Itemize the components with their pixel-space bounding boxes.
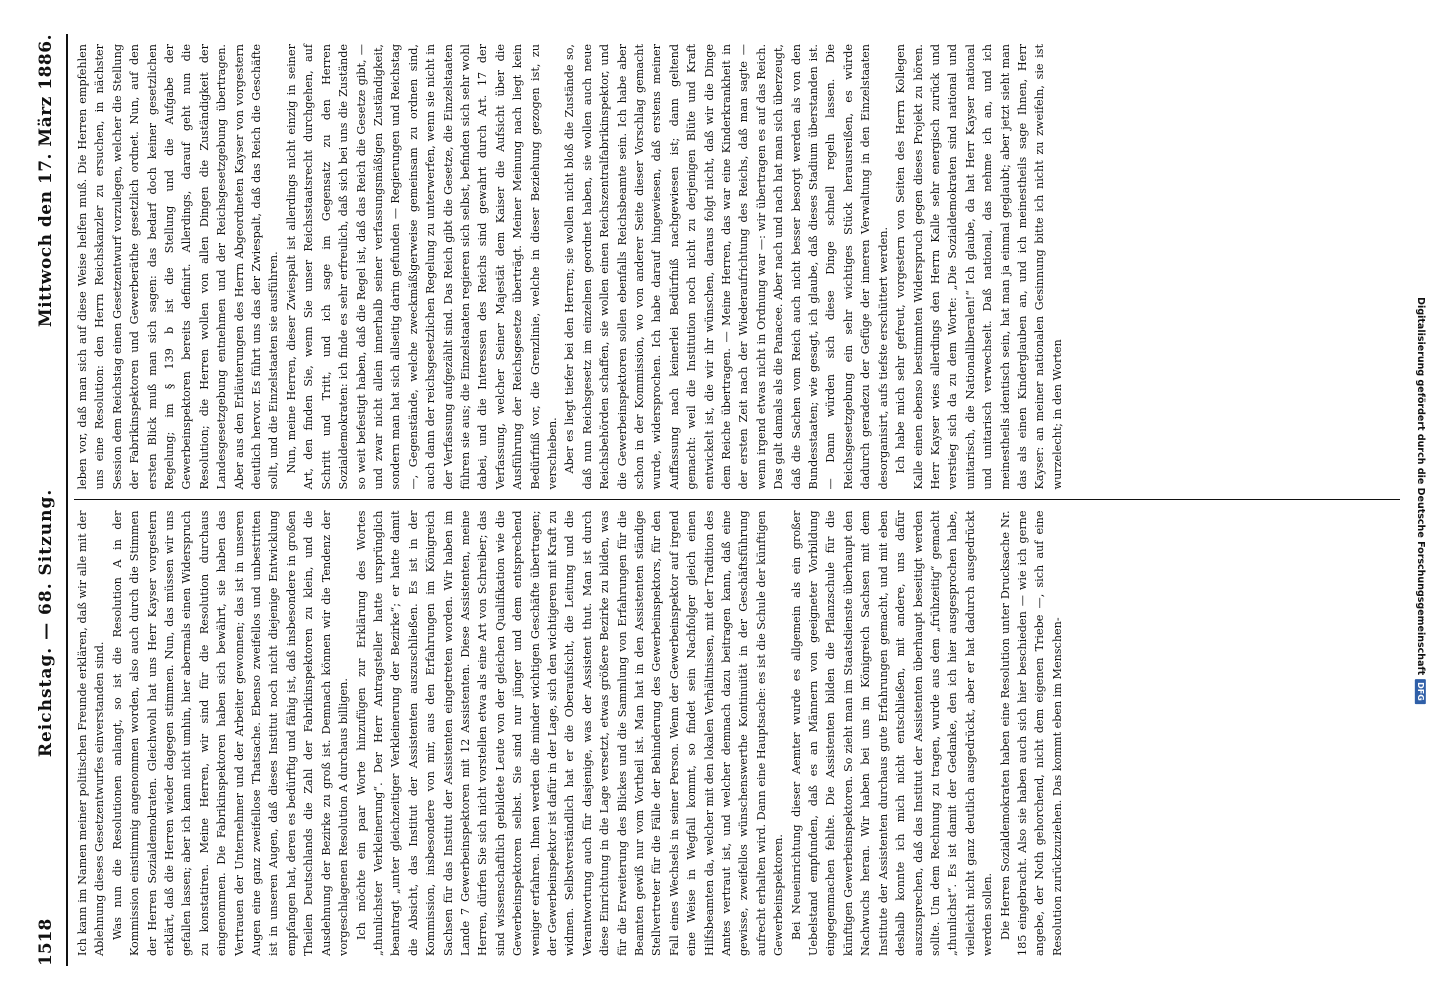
dfg-logo-icon: DFG — [1415, 679, 1426, 704]
paragraph: Bei Neueinrichtung dieser Aemter wurde es allgemein als ein großer Uebelstand empfunden, daß es an Männern von geeigneter Vorbildung eingegenmachen fehlte. Die Assistenten bilden die Pflanzschule für die künftigen Gewerbeinspektoren. So zieht man im Staatsdienste überhaupt den Nachwuchs heran. Wir haben bei uns im Königreich Sachsen mit dem Institute der Assistenten durchaus gute Erfahrungen gemacht, und mit eben deshalb konnte ich mich nicht entschließen, mit andere, uns dafür auszusprechen, daß das Institut der Assistenten überhaupt beseitigt werden sollte. Um dem Rechnung zu tragen, wurde aus dem „frühzeitig“ gemacht „thunlichst“. Es ist damit der Gedanke, den ich hier ausgesprochen habe, vielleicht nicht ganz deutlich ausgedrückt, aber er hat dadurch ausgedrückt werden sollen. — [789, 510, 995, 956]
paragraph: Ich habe mich sehr gefreut, vorgestern von Seiten des Herrn Kollegen Kalle einen ebenso bestimmten Widerspruch gegen dieses Projekt zu hören. Herr Kayser wies allerdings den Herrn Kalle sehr energisch zurück und verstieg sich da zu dem Worte: „Die Sozialdemokraten sind national und unitarisch, die Nationalliberalen!“ Ich glaube, da hat Herr Kayser national und unitarisch verwechselt. Daß national, das nehme ich an, und ich meinestheils identisch sein, hat man ja einmal geglaubt; aber jetzt sieht man das als einen Kinderglauben an, und ich meinestheils sage Ihnen, Herr Kayser: an meiner nationalen Gesinnung bitte ich nicht zu zweifeln, sie ist wurzelecht; in den Worten — [894, 44, 1064, 490]
paragraph: Was nun die Resolutionen anlangt, so ist die Resolution A in der Kommission einstimmig angenommen worden, also auch durch die Stimmen der Herren Sozialdemokraten. Gleichwohl hat uns Herr Kayser vorgestern erklärt, daß die Herren wieder dagegen stimmen. Nun, das müssen wir uns gefallen lassen; aber ich kann nicht umhin, hier abermals einen Widerspruch zu konstatiren. Meine Herren, wir sind für die Resolution durchaus eingenommen. Die Fabrikinspektoren haben sich bewährt, sie haben das Vertrauen der Unternehmer und der Arbeiter gewonnen; das ist in unseren Augen eine ganz zweifellose Thatsache. Ebenso zweifellos und unbestritten ist in unseren Augen, daß dieses Institut noch nicht diejenige Entwicklung empfangen hat, deren es bedürftig und fähig ist, daß insbesondere in großen Theilen Deutschlands die Zahl der Fabrikinspektoren zu klein, und die Ausdehnung der Bezirke zu groß ist. Demnach können wir die Tendenz der vorgeschlagenen Resolution A durchaus billigen. — [110, 510, 351, 956]
digitization-note-text: Digitalisierung gefördert durch die Deutsche Forschungsgemeinschaft — [1414, 296, 1426, 675]
paragraph: Die Herren Sozialdemokraten haben eine Resolution unter Drucksache Nr. 185 eingebracht. Also sie haben auch sich hier beschieden — wie ich gerne angebe, der Noth gehorchend, nicht dem eigenen Triebe —, sich auf eine Resolution zurückzuziehen. Das kommt eben im Menschen- — [998, 510, 1064, 956]
column-divider — [74, 500, 1400, 501]
column-right — [74, 34, 1400, 500]
paragraph: Ich kann im Namen meiner politischen Freunde erklären, daß wir alle mit der Ablehnung dieses Gesetzentwurfes einverstanden sind. — [76, 510, 107, 956]
column-left — [74, 501, 1400, 967]
page-header — [26, 34, 68, 966]
paragraph: Ich möchte ein paar Worte hinzufügen zur Erklärung des Wortes „thunlichster Verkleinerung“. Der Herr Antragsteller hatte ursprünglich beantragt „unter gleichzeitiger Verkleinerung der Bezirke“; er hatte damit die Absicht, das Institut der Assistenten auszuschließen. Es ist in der Kommission, insbesondere von mir, aus den Erfahrungen im Königreich Sachsen für das Institut der Assistenten eingetreten worden. Wir haben im Lande 7 Gewerbeinspektoren mit 12 Assistenten. Diese Assistenten, meine Herren, dürfen Sie sich nicht vorstellen etwa als eine Art von Schreiber; das sind wissenschaftlich gebildete Leute von der gleichen Qualifikation wie die Gewerbeinspektoren selbst. Sie sind nur jünger und dem entsprechend weniger erfahren. Ihnen werden die minder wichtigen Geschäfte übertragen; der Gewerbeinspektor ist dafür in der Lage, sich den wichtigeren mit Kraft zu widmen. Selbstverständlich hat er die Oberaufsicht, die Leitung und die Verantwortung auch für dasjenige, was der Assistent thut. Man ist durch diese Einrichtung in die Lage versetzt, etwas größere Bezirke zu bilden, was für die Erweiterung des Blickes und die Sammlung von Erfahrungen für die Beamten gewiß nur vom Vortheil ist. Man hat in den Assistenten ständige Stellvertreter für die Fälle der Behinderung des Gewerbeinspektors, für den Fall eines Wechsels in seiner Person. Wenn der Gewerbeinspektor auf irgend eine Weise in Wegfall kommt, so findet sein Nachfolger gleich einen Hilfsbeamten da, welcher mit den lokalen Verhältnissen, mit der Tradition des Amtes vertraut ist, und welcher demnach dazu beitragen kann, daß eine gewisse, zweifellos wünschenswerthe Kontinuität in der Geschäftsführung aufrecht erhalten wird. Dann eine Hauptsache: es ist die Schule der künftigen Gewerbeinspektoren. — [354, 510, 786, 956]
paragraph: leben vor, daß man sich auf diese Weise helfen muß. Die Herren empfehlen uns eine Resolution: den Herrn Reichskanzler zu ersuchen, in nächster Session dem Reichstag einen Gesetzentwurf vorzulegen, welcher die Stellung der Fabrikinspektoren und Gewerberäthe gesetzlich ordnet. Nun, auf den ersten Blick muß man sich sagen: das bedarf doch keiner gesetzlichen Regelung; im § 139 b ist die Stellung und die Aufgabe der Gewerbeinspektoren bereits definirt. Allerdings, darauf geht nun die Resolution; die Herren wollen von allen Dingen die Zuständigkeit der Landesgesetzgebung entnehmen und der Reichsgesetzgebung übertragen. Aber aus den Erläuterungen des Herrn Abgeordneten Kayser von vorgestern deutlich hervor. Es führt uns das der Zwiespalt, daß das Reich die Geschäfte sollt, und die Einzelstaaten sie ausführen. — [76, 44, 281, 490]
paragraph: Nun, meine Herren, dieser Zwiespalt ist allerdings nicht einzig in seiner Art, den finden Sie, wenn Sie unser Reichsstaatsrecht durchgehen, auf Schritt und Tritt, und ich sage im Gegensatz zu den Herren Sozialdemokraten: ich finde es sehr erfreulich, daß sich bei uns die Zustände so weit befestigt haben, daß die Regel ist, daß das Reich die Gesetze gibt, — und zwar nicht allein innerhalb seiner verfassungsmäßigen Zuständigkeit, sondern man hat sich allseitig darin gefunden — Regierungen und Reichstag —, Gegenstände, welche zweckmäßigerweise gemeinsam zu ordnen sind, auch dann der reichsgesetzlichen Regelung zu unterwerfen, wenn sie nicht in der Verfassung aufgezählt sind. Das Reich gibt die Gesetze, die Einzelstaaten führen sie aus; die Einzelstaaten regieren sich selbst, befinden sich sehr wohl dabei, und die Interessen des Reichs sind gewahrt durch Art. 17 der Verfassung, welcher Seiner Majestät dem Kaiser die Aufsicht über die Ausführung der Reichsgesetze überträgt. Meiner Meinung nach liegt kein Bedürfniß vor, die Grenzlinie, welche in dieser Beziehung gezogen ist, zu verschieben. — [284, 44, 559, 490]
page-number: 1518 — [36, 918, 56, 966]
paragraph: Aber es liegt tiefer bei den Herren; sie wollen nicht bloß die Zustände so, daß nun Reichsgesetz im einzelnen geordnet haben, sie wollen auch neue Reichsbehörden schaffen, sie wollen einen Reichszentralfabrikinspektor, und die Gewerbeinspektoren sollen ebenfalls Reichsbeamte sein. Ich habe aber schon in der Kommission, wo von anderer Seite dieser Vorschlag gemacht wurde, widersprochen. Ich habe darauf hingewiesen, daß erstens meiner Auffassung nach keinerlei Bedürfniß nachgewiesen ist; dann geltend gemacht: weil die Institution noch nicht zu derjenigen Blüte und Kraft entwickelt ist, die wir ihr wünschen, daraus folgt nicht, daß wir die Dinge dem Reiche übertragen. — Meine Herren, das war eine Kinderkrankheit in der ersten Zeit nach der Wiederaufrichtung des Reichs, daß man sagte — wenn irgend etwas nicht in Ordnung war —: wir übertragen es auf das Reich. Das galt damals als die Panacee. Aber nach und nach hat man sich überzeugt, daß die Sachen vom Reich auch nicht besser besorgt werden als von den Bundesstaaten; wie gesagt, ich glaube, daß dieses Stadium überstanden ist. — Dann würden sich diese Dinge schnell regeln lassen. Die Reichsgesetzgebung ein sehr wichtiges Stück herausreißen, es würde dadurch geradezu der Gefüge der inneren Verwaltung in den Einzelstaaten desorganisirt, aufs tiefste erschüttert werden. — [563, 44, 890, 490]
session-title: Reichstag. — 68. Sitzung. — [36, 488, 56, 758]
digitization-note — [1410, 30, 1430, 970]
document-page — [20, 20, 1410, 980]
session-date: Mittwoch den 17. März 1886. — [36, 34, 56, 328]
text-columns — [74, 34, 1400, 966]
